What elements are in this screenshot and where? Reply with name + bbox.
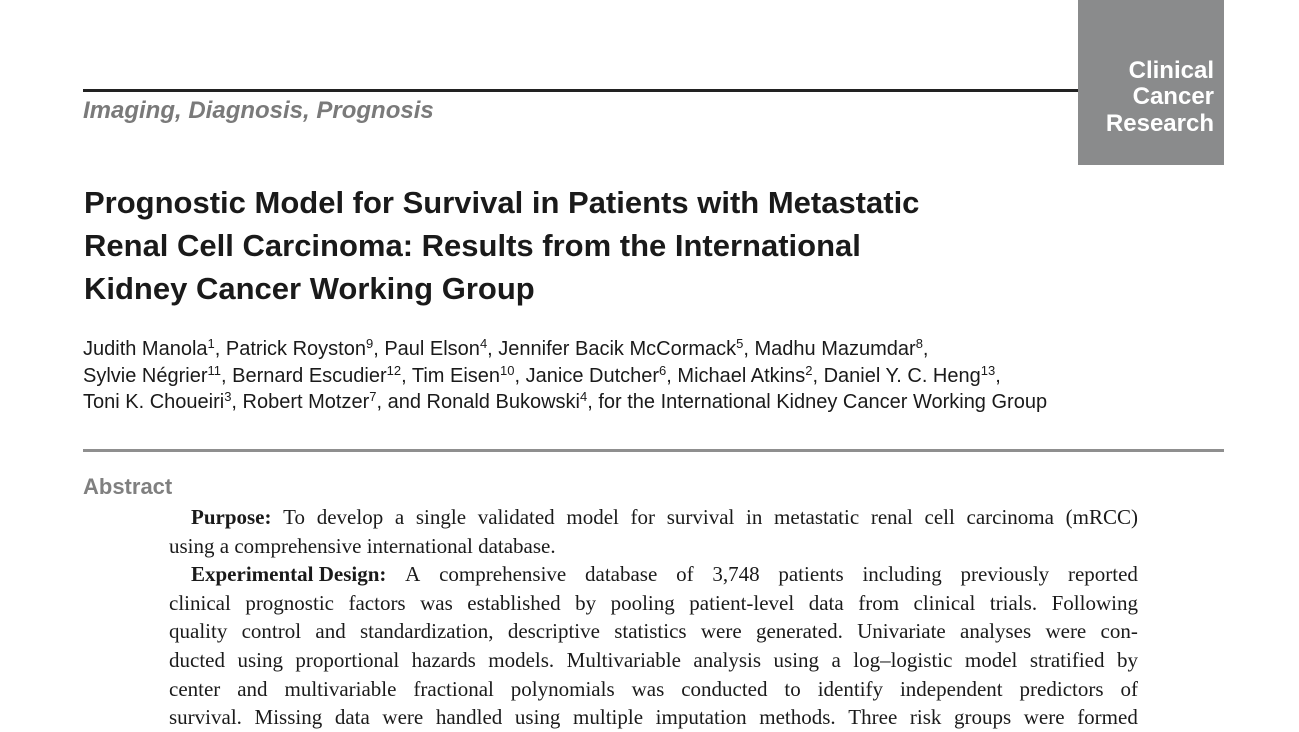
abstract-word: develop xyxy=(316,505,384,529)
affiliation-number: 11 xyxy=(207,362,221,378)
author-name: Robert Motzer xyxy=(242,391,370,413)
abstract-word: for xyxy=(630,505,656,529)
abstract-word: reported xyxy=(1067,562,1138,587)
abstract-word: to xyxy=(784,676,801,701)
abstract-word: cell xyxy=(924,505,955,529)
abstract-line: using a comprehensive international database. xyxy=(169,533,556,558)
affiliation-number: 3 xyxy=(224,389,232,404)
abstract-line xyxy=(169,560,1138,589)
abstract-word: proportional xyxy=(295,647,400,672)
purpose-label: Purpose: xyxy=(191,505,272,529)
abstract-word: 3,748 xyxy=(712,562,760,587)
abstract-word: con- xyxy=(1100,619,1138,644)
abstract-word: trials. xyxy=(989,590,1038,615)
title-line: Renal Cell Carcinoma: Results from the International xyxy=(84,228,861,263)
author-separator: , xyxy=(373,338,385,360)
abstract-body xyxy=(169,503,1138,732)
author-separator: , for the International Kidney Cancer Working Group xyxy=(587,391,1048,413)
author-name: Daniel Y. C. Heng xyxy=(823,364,981,387)
abstract-word: Following xyxy=(1051,590,1138,615)
affiliation-number: 1 xyxy=(207,336,215,351)
journal-logo xyxy=(1078,0,1224,165)
abstract-word: survival. xyxy=(169,705,242,730)
abstract-word: from xyxy=(858,590,900,615)
abstract-word: control xyxy=(241,619,302,644)
affiliation-number: 12 xyxy=(386,362,402,378)
author-name: Patrick Royston xyxy=(225,338,366,360)
affiliation-number: 9 xyxy=(365,336,374,351)
abstract-word: using xyxy=(237,647,283,672)
author-separator: , xyxy=(487,338,499,360)
abstract-word: in xyxy=(746,505,763,529)
abstract-word: center xyxy=(169,676,221,701)
author-separator: , xyxy=(922,338,929,360)
author-separator: , xyxy=(220,364,233,387)
abstract-word: risk xyxy=(909,705,942,730)
section-label: Imaging, Diagnosis, Prognosis xyxy=(83,97,434,124)
abstract-word: were xyxy=(382,705,424,730)
abstract-word: a xyxy=(831,647,841,672)
abstract-heading: Abstract xyxy=(83,474,173,499)
author-name: Tim Eisen xyxy=(411,364,501,387)
author-name: Bernard Escudier xyxy=(232,364,387,387)
abstract-word: hazards xyxy=(411,647,476,672)
abstract-word: Missing xyxy=(254,705,323,730)
abstract-word: standardization, xyxy=(359,619,494,644)
abstract-word: Multivariable xyxy=(566,647,681,672)
abstract-word: using xyxy=(514,705,561,730)
abstract-word: independent xyxy=(899,676,1003,701)
abstract-word: handled xyxy=(435,705,503,730)
abstract-word: stratified xyxy=(1029,647,1105,672)
author-name: Sylvie Négrier xyxy=(83,364,208,387)
abstract-word: analyses xyxy=(960,619,1032,644)
abstract-word: factors xyxy=(348,590,406,615)
abstract-word: and xyxy=(237,676,268,701)
abstract-word: models. xyxy=(488,647,555,672)
author-name: Ronald Bukowski xyxy=(426,391,580,413)
abstract-word: model xyxy=(964,647,1018,672)
author-name: Paul Elson xyxy=(384,338,480,360)
abstract-word: descriptive xyxy=(507,619,600,644)
abstract-word: ducted xyxy=(169,647,225,672)
author-list xyxy=(83,336,1233,416)
abstract-word: single xyxy=(415,505,467,529)
abstract-word: A xyxy=(405,562,421,587)
title-line: Prognostic Model for Survival in Patients with Metastatic xyxy=(84,185,920,220)
abstract-word: by xyxy=(575,590,597,615)
author-name: Judith Manola xyxy=(83,338,208,360)
abstract-word: pooling xyxy=(610,590,675,615)
abstract-word: multiple xyxy=(573,705,644,730)
abstract-line xyxy=(169,589,1138,618)
abstract-word: clinical xyxy=(913,590,976,615)
abstract-word: Three xyxy=(848,705,898,730)
abstract-word: prognostic xyxy=(245,590,334,615)
author-separator: , xyxy=(231,391,243,413)
abstract-line xyxy=(169,503,1138,532)
title-line: Kidney Cancer Working Group xyxy=(84,271,535,306)
journal-logo-line-3: Research xyxy=(1105,110,1214,137)
abstract-rule xyxy=(83,449,1224,452)
article-title xyxy=(84,181,1044,310)
author-separator: , xyxy=(666,364,678,387)
abstract-word: comprehensive xyxy=(439,562,567,587)
abstract-word: of xyxy=(1120,676,1138,701)
author-separator: , xyxy=(401,364,412,387)
abstract-word: using xyxy=(773,647,820,672)
abstract-word: patients xyxy=(778,562,844,587)
journal-logo-line-1: Clinical xyxy=(1128,57,1214,84)
abstract-word: statistics xyxy=(614,619,687,644)
abstract-word: a xyxy=(394,505,405,529)
abstract-word: groups xyxy=(953,705,1012,730)
abstract-word: renal xyxy=(870,505,913,529)
abstract-word: Univariate xyxy=(857,619,946,644)
abstract-word: multivariable xyxy=(284,676,397,701)
affiliation-number: 5 xyxy=(736,336,744,351)
author-separator: , xyxy=(514,364,526,387)
author-separator: , xyxy=(214,338,226,360)
abstract-word: metastatic xyxy=(774,505,860,529)
design-label: Experimental Design: xyxy=(191,562,387,587)
author-name: Michael Atkins xyxy=(677,364,806,387)
abstract-word: was xyxy=(631,676,665,701)
abstract-word: were xyxy=(1023,705,1065,730)
abstract-word: of xyxy=(676,562,694,587)
author-name: Toni K. Choueiri xyxy=(83,391,225,413)
affiliation-number: 4 xyxy=(479,336,488,351)
abstract-word: imputation xyxy=(655,705,747,730)
abstract-word: data xyxy=(334,705,370,730)
abstract-word: data xyxy=(808,590,844,615)
abstract-word: predictors xyxy=(1019,676,1104,701)
abstract-word: and xyxy=(315,619,346,644)
abstract-word: patient-level xyxy=(689,590,795,615)
abstract-word: clinical xyxy=(169,590,231,615)
author-separator: , and xyxy=(376,391,427,413)
abstract-word: established xyxy=(467,590,561,615)
abstract-word: generated. xyxy=(755,619,843,644)
abstract-word: were xyxy=(1045,619,1087,644)
abstract-word: was xyxy=(420,590,453,615)
author-name: Janice Dutcher xyxy=(525,364,660,387)
abstract-word: fractional xyxy=(413,676,494,701)
abstract-word: database xyxy=(585,562,658,587)
affiliation-number: 2 xyxy=(805,362,813,378)
abstract-word: survival xyxy=(666,505,735,529)
affiliation-number: 13 xyxy=(980,362,996,378)
author-separator: , xyxy=(743,338,755,360)
abstract-word: previously xyxy=(960,562,1050,587)
affiliation-number: 10 xyxy=(500,362,515,378)
abstract-word: quality xyxy=(169,619,228,644)
abstract-word: conducted xyxy=(681,676,768,701)
affiliation-number: 7 xyxy=(369,389,377,404)
author-separator: , xyxy=(995,364,1001,387)
author-line xyxy=(83,363,1233,390)
author-line xyxy=(83,336,1233,363)
journal-logo-line-2: Cancer xyxy=(1132,83,1214,110)
author-name: Jennifer Bacik McCormack xyxy=(498,338,737,360)
abstract-line xyxy=(169,617,1138,646)
author-separator: , xyxy=(812,364,824,387)
abstract-line xyxy=(169,675,1138,704)
author-name: Madhu Mazumdar xyxy=(754,338,916,360)
author-line xyxy=(83,389,1233,416)
abstract-word: including xyxy=(862,562,942,587)
affiliation-number: 4 xyxy=(579,389,588,404)
abstract-word: formed xyxy=(1077,705,1138,730)
abstract-word: analysis xyxy=(693,647,762,672)
abstract-word: To xyxy=(283,505,306,529)
affiliation-number: 6 xyxy=(659,362,667,378)
abstract-line xyxy=(169,703,1138,732)
abstract-word: methods. xyxy=(759,705,836,730)
abstract-word: validated xyxy=(477,505,555,529)
abstract-word: identify xyxy=(817,676,884,701)
abstract-word: log–logistic xyxy=(853,647,953,672)
abstract-word: polynomials xyxy=(510,676,615,701)
header-rule xyxy=(83,89,1078,92)
abstract-word: (mRCC) xyxy=(1065,505,1138,529)
affiliation-number: 8 xyxy=(915,336,923,351)
abstract-word: carcinoma xyxy=(966,505,1054,529)
abstract-line xyxy=(169,646,1138,675)
abstract-word: model xyxy=(566,505,619,529)
abstract-word: by xyxy=(1116,647,1138,672)
abstract-word: were xyxy=(700,619,742,644)
